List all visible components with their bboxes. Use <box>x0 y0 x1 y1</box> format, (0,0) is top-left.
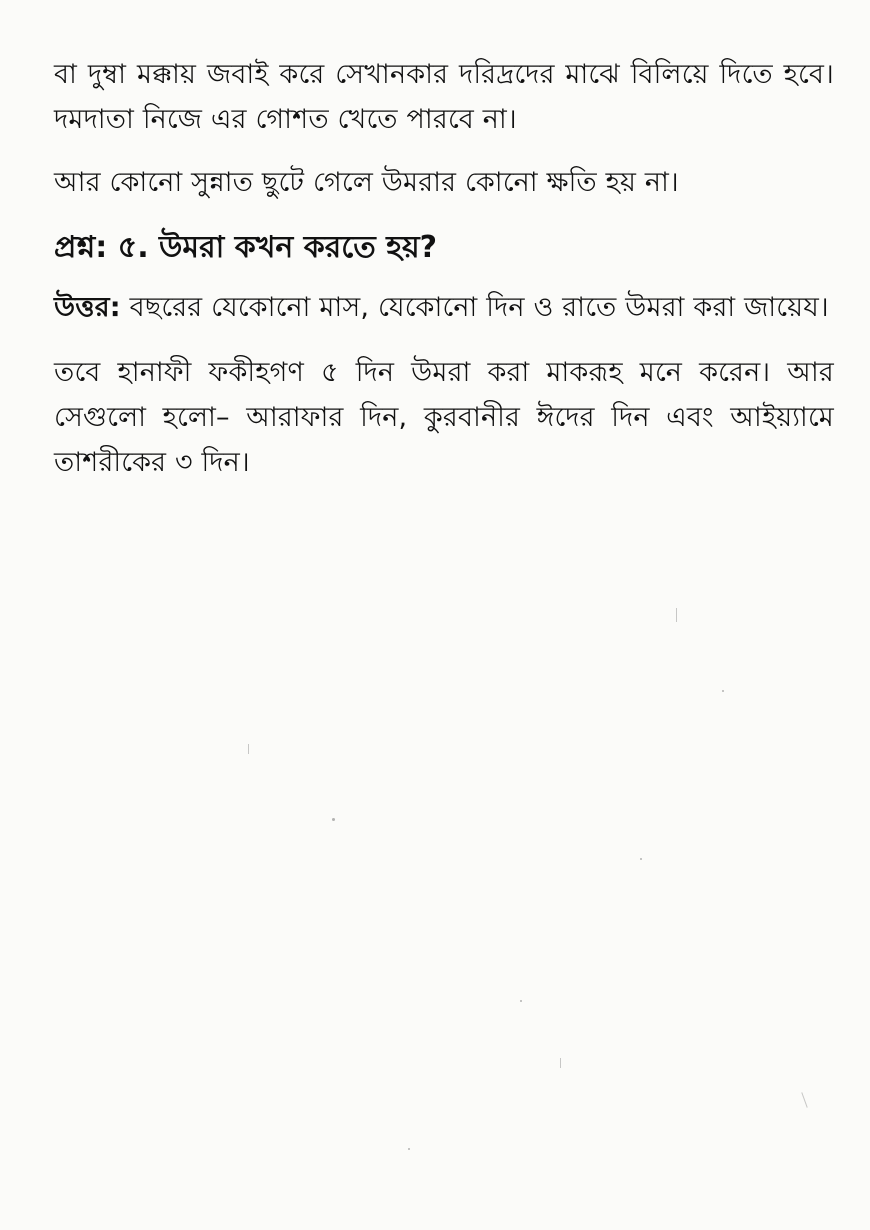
question-text: ৫. উমরা কখন করতে হয়? <box>117 230 438 265</box>
paper-mark <box>560 1058 561 1068</box>
paper-speck <box>640 858 642 860</box>
question-label: প্রশ্ন: <box>54 230 108 265</box>
answer-label: উত্তর: <box>54 292 121 323</box>
page-content <box>54 52 834 505</box>
question-heading <box>54 225 834 271</box>
paper-mark <box>801 1092 807 1107</box>
paragraph-hanafi-note: তবে হানাফী ফকীহগণ ৫ দিন উমরা করা মাকরূহ মনে করেন। আর সেগুলো হলো– আরাফার দিন, কুরবানীর ঈদের দিন এবং আইয়্যামে তাশরীকের ৩ দিন। <box>54 357 834 478</box>
paper-speck <box>408 1148 410 1150</box>
paper-speck <box>722 690 724 692</box>
paper-speck <box>332 818 335 821</box>
paragraph-sunnah-note: আর কোনো সুন্নাত ছুটে গেলে উমরার কোনো ক্ষতি হয় না। <box>54 167 679 198</box>
paper-mark <box>248 744 249 754</box>
answer-paragraph <box>54 285 834 330</box>
paragraph-sacrifice-rule: বা দুম্বা মক্কায় জবাই করে সেখানকার দরিদ্রদের মাঝে বিলিয়ে দিতে হবে। দমদাতা নিজে এর গোশত খেতে পারবে না। <box>54 59 834 135</box>
answer-text: বছরের যেকোনো মাস, যেকোনো দিন ও রাতে উমরা করা জায়েয। <box>129 292 829 323</box>
paper-speck <box>520 1000 522 1002</box>
paper-mark <box>676 608 677 622</box>
